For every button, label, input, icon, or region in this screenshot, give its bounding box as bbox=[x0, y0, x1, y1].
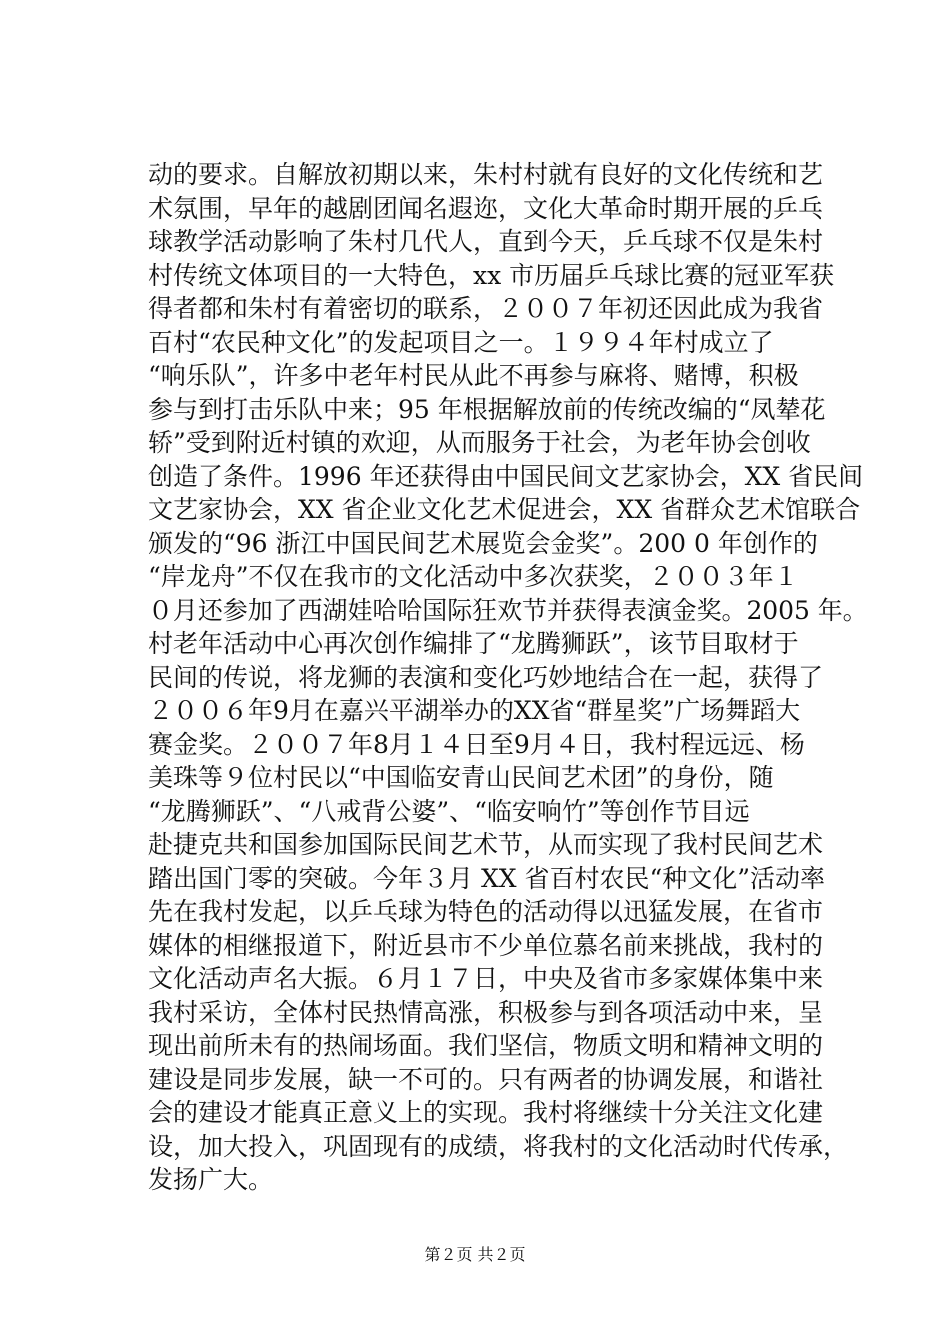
text-line: 现出前所未有的热闹场面。我们坚信，物质文明和精神文明的 bbox=[148, 1031, 824, 1060]
text-line: 百村“农民种文化”的发起项目之一。１９９４年村成立了 bbox=[148, 327, 774, 357]
text-line: 创造了条件。1996 年还获得由中国民间文艺家协会，XX 省民间 bbox=[148, 461, 864, 491]
text-line: 文艺家协会，XX 省企业文化艺术促进会，XX 省群众艺术馆联合 bbox=[148, 495, 861, 524]
text-line: 发扬广大。 bbox=[148, 1165, 274, 1194]
text-line: 会的建设才能真正意义上的实现。我村将继续十分关注文化建 bbox=[148, 1098, 824, 1127]
text-line: 参与到打击乐队中来；95 年根据解放前的传统改编的“凤辇花 bbox=[148, 394, 826, 424]
text-line: 赛金奖。２００７年8月１４日至9月４日，我村程远远、杨 bbox=[148, 729, 805, 759]
text-line: “响乐队”，许多中老年村民从此不再参与麻将、赌博，积极 bbox=[148, 361, 799, 390]
text-line: 村传统文体项目的一大特色，xx 市历届乒乓球比赛的冠亚军获 bbox=[148, 260, 835, 290]
page-number-footer: 第２页 共２页 bbox=[424, 1245, 526, 1264]
text-line: 球教学活动影响了朱村几代人，直到今天，乒乓球不仅是朱村 bbox=[148, 227, 824, 256]
text-line: 美珠等９位村民以“中国临安青山民间艺术团”的身份，随 bbox=[148, 763, 774, 792]
text-line: ２００６年9月在嘉兴平湖举办的XX省“群星奖”广场舞蹈大 bbox=[148, 696, 801, 725]
text-line: 建设是同步发展，缺一不可的。只有两者的协调发展，和谐社 bbox=[148, 1064, 824, 1094]
text-line: 村老年活动中心再次创作编排了“龙腾狮跃”，该节目取材于 bbox=[148, 629, 799, 658]
text-line: 我村采访，全体村民热情高涨，积极参与到各项活动中来，呈 bbox=[148, 997, 824, 1027]
body-paragraph bbox=[148, 158, 868, 1197]
text-line: 赴捷克共和国参加国际民间艺术节，从而实现了我村民间艺术 bbox=[148, 830, 824, 859]
text-line: 颁发的“96 浙江中国民间艺术展览会金奖”。200 0 年创作的 bbox=[148, 528, 818, 558]
text-line: 设，加大投入，巩固现有的成绩，将我村的文化活动时代传承， bbox=[148, 1131, 849, 1161]
text-line: 术氛围，早年的越剧团闻名遐迩，文化大革命时期开展的乒乓 bbox=[148, 193, 824, 223]
text-line: 踏出国门零的突破。今年３月 XX 省百村农民“种文化”活动率 bbox=[148, 863, 826, 893]
text-line: “岸龙舟”不仅在我市的文化活动中多次获奖，２００３年１ bbox=[148, 562, 799, 591]
text-line: 媒体的相继报道下，附近县市不少单位慕名前来挑战，我村的 bbox=[148, 930, 824, 960]
text-line: 民间的传说，将龙狮的表演和变化巧妙地结合在一起，获得了 bbox=[148, 662, 824, 692]
text-line: “龙腾狮跃”、“八戒背公婆”、“临安响竹”等创作节目远 bbox=[148, 796, 750, 826]
text-line: 文化活动声名大振。６月１７日，中央及省市多家媒体集中来 bbox=[148, 964, 824, 993]
text-line: 轿”受到附近村镇的欢迎，从而服务于社会，为老年协会创收 bbox=[148, 428, 811, 457]
text-line: 先在我村发起，以乒乓球为特色的活动得以迅猛发展，在省市 bbox=[148, 897, 824, 926]
text-line: 动的要求。自解放初期以来，朱村村就有良好的文化传统和艺 bbox=[148, 160, 824, 189]
text-line: ０月还参加了西湖娃哈哈国际狂欢节并获得表演金奖。2005 年。 bbox=[148, 595, 868, 625]
text-line: 得者都和朱村有着密切的联系，２００７年初还因此成为我省 bbox=[148, 294, 824, 323]
